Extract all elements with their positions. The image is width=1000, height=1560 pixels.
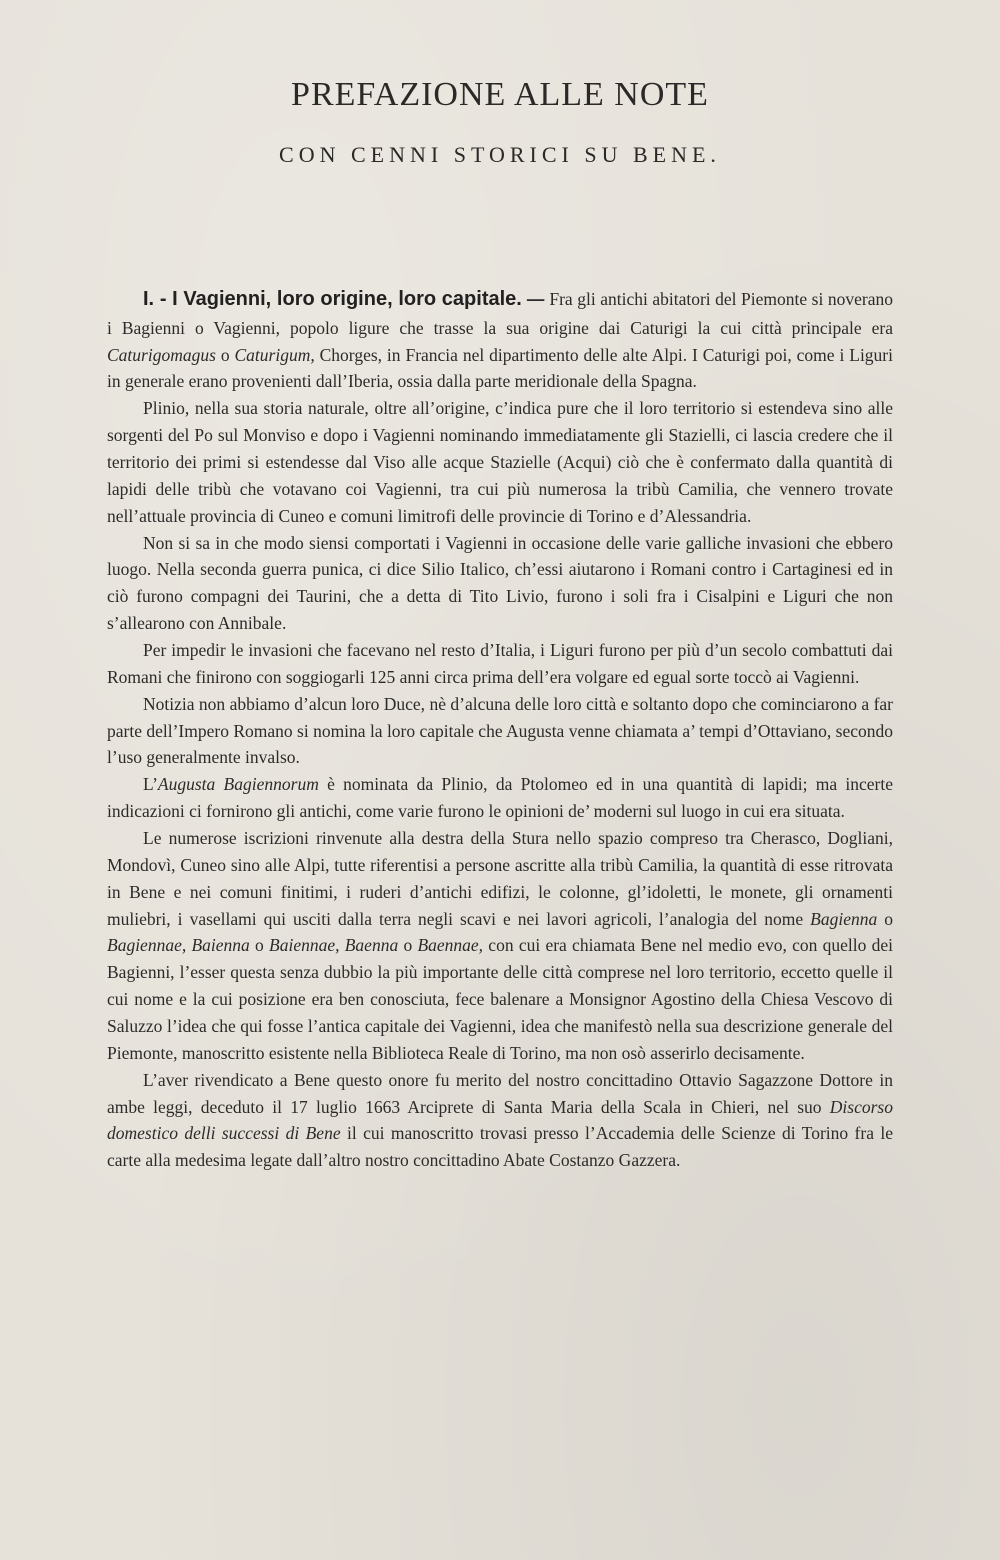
- paragraph: [107, 395, 893, 529]
- body-text: [107, 284, 893, 1174]
- text-run: Notizia non abbiamo d’alcun loro Duce, nè d’alcuna delle loro città e soltanto dopo che cominciarono a far parte dell’Impero Romano si nomina la loro capitale che Augusta venne chiamata a’ tempi d’Ottaviano, secondo l’uso generalmente invalso.: [107, 693, 893, 768]
- section-heading: I. - I Vagienni, loro origine, loro capitale.: [143, 288, 522, 310]
- text-run: o: [215, 344, 235, 365]
- italic-text: Baennae,: [417, 935, 484, 956]
- paragraph: [107, 1067, 893, 1174]
- text-run: Chorges, in Francia nel dipartimento delle alte Alpi. I Caturigi poi, come i Liguri in generale erano provenienti dall’Iberia, ossia dalla parte meridionale della Spagna.: [107, 344, 893, 392]
- text-run: L’aver rivendicato a Bene questo onore fu merito del nostro concittadino Ottavio Sagazzone Dottore in ambe leggi, deceduto il 17 luglio 1663 Arciprete di Santa Maria della Scala in Chieri, nel suo: [107, 1069, 893, 1117]
- text-run: Fra gli antichi abitatori del Piemonte si noverano i Bagienni o Vagienni, popolo ligure che trasse la sua origine dai Caturigi la cui città principale era: [107, 289, 893, 338]
- italic-text: Baiennae, Baenna: [269, 935, 399, 956]
- text-run: Le numerose iscrizioni rinvenute alla destra della Stura nello spazio compreso tra Cherasco, Dogliani, Mondovì, Cuneo sino alle Alpi, tutte riferentisi a persone ascritte alla tribù Camilia, la quantità di esse ritrovata in Bene e nei comuni finitimi, i ruderi d’antichi edifizi, le colonne, gl’idoletti, le monete, gli ornamenti muliebri, i vasellami qui usciti dalla terra negli scavi e nei lavori agricoli, l’analogia del nome: [107, 828, 893, 929]
- paragraph: [107, 530, 893, 637]
- text-run: Plinio, nella sua storia naturale, oltre all’origine, c’indica pure che il loro territorio si estendeva sino alle sorgenti del Po sul Monviso e dopo i Vagienni nominando immediatamente gli Stazielli, ci lascia credere che il territorio dei primi si estendesse dal Viso alle acque Stazielle (Acqui) ciò che è confermato dalla quantità di lapidi delle tribù che votavano coi Vagienni, tra cui più numerosa la tribù Camilia, che vennero trovate nell’attuale provincia di Cuneo e comuni limitrofi delle provincie di Torino e d’Alessandria.: [107, 398, 893, 526]
- page-header: [0, 76, 1000, 168]
- italic-text: Bagienna: [810, 908, 878, 929]
- text-run: Per impedir le invasioni che facevano nel resto d’Italia, i Liguri furono per più d’un secolo combattuti dai Romani che finirono con soggiogarli 125 anni circa prima dell’era volgare ed egual sorte toccò ai Vagienni.: [107, 640, 893, 687]
- text-run: o: [877, 908, 894, 929]
- text-run: il cui manoscritto trovasi presso l’Accademia delle Scienze di Torino fra le carte alla medesima legate dall’altro nostro concittadino Abate Costanzo Gazzera.: [107, 1123, 893, 1171]
- paragraph: [107, 691, 893, 772]
- text-run: Non si sa in che modo siensi comportati i Vagienni in occasione delle varie galliche invasioni che ebbero luogo. Nella seconda guerra punica, ci dice Silio Italico, ch’essi aiutarono i Romani contro i Cartaginesi ed in ciò furono compagni dei Taurini, che a detta di Tito Livio, furono i soli fra i Cisalpini e Liguri che non s’allearono con Annibale.: [107, 532, 893, 634]
- text-run: è nominata da Plinio, da Ptolomeo ed in una quantità di lapidi; ma incerte indicazioni ci fornirono gli antichi, come varie furono le opinioni de’ moderni sul luogo in cui era situata.: [107, 774, 894, 822]
- italic-text: Bagiennae, Baienna: [107, 935, 250, 956]
- italic-text: Augusta Bagiennorum: [157, 774, 319, 795]
- text-run: o: [249, 935, 270, 956]
- italic-text: Caturigomagus: [107, 344, 216, 365]
- paragraph: [107, 284, 893, 395]
- page-title: PREFAZIONE ALLE NOTE: [291, 76, 709, 113]
- em-dash: —: [521, 289, 550, 309]
- italic-text: Discorso domestico delli successi di Bene: [107, 1096, 893, 1144]
- paragraph: [107, 771, 893, 825]
- paragraph: [107, 637, 893, 691]
- text-run: L’: [143, 774, 158, 795]
- page-subtitle: CON CENNI STORICI SU BENE.: [279, 142, 721, 168]
- italic-text: Caturigum,: [234, 344, 315, 365]
- text-run: con cui era chiamata Bene nel medio evo, con quello dei Bagienni, l’esser questa senza dubbio la più importante delle città comprese nel loro territorio, eccetto quelle il cui nome e la cui posizione era ben conosciuta, fece balenare a Monsignor Agostino della Chiesa Vescovo di Saluzzo l’idea che qui fosse l’antica capitale dei Vagienni, idea che manifestò nella sua descrizione generale del Piemonte, manoscritto esistente nella Biblioteca Reale di Torino, ma non osò asserirlo decisamente.: [107, 935, 894, 1063]
- text-run: o: [398, 935, 418, 956]
- paragraph: [107, 825, 893, 1067]
